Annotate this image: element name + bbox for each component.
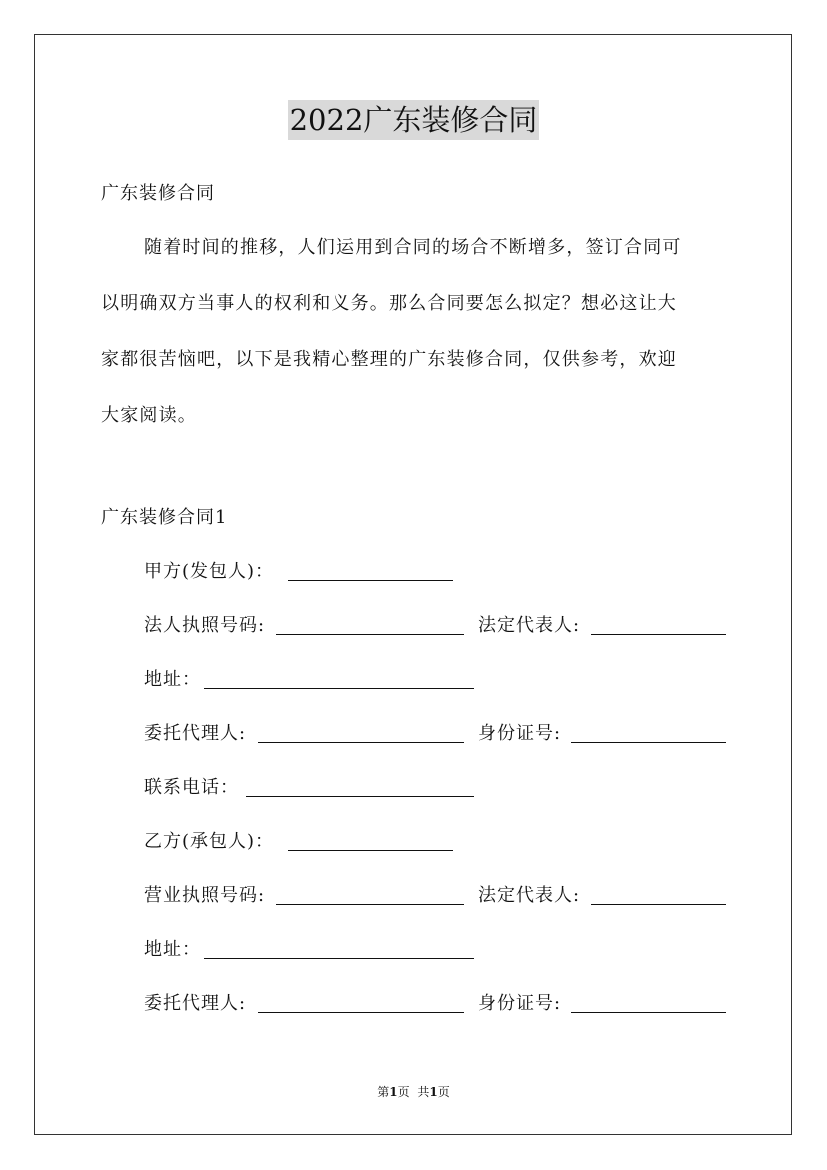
id-number-label: 身份证号: [478, 723, 562, 744]
id-number-blank[interactable] [571, 728, 726, 743]
page-footer [0, 1084, 827, 1100]
page-prefix: 第 [377, 1085, 390, 1099]
legal-rep-blank[interactable] [591, 620, 726, 635]
legal-rep-blank[interactable] [591, 890, 726, 905]
legal-license-label: 法人执照号码: [144, 615, 266, 636]
legal-rep-label: 法定代表人: [478, 615, 581, 636]
total-suffix: 页 [437, 1085, 450, 1099]
business-license-label: 营业执照号码: [144, 885, 266, 906]
party-b-blank[interactable] [288, 836, 453, 851]
id-number-label: 身份证号: [478, 993, 562, 1014]
section-heading: 广东装修合同1 [101, 507, 228, 528]
page-number: 1 [389, 1085, 398, 1099]
agent-blank[interactable] [258, 998, 464, 1013]
address-label: 地址： [144, 939, 201, 960]
agent-label: 委托代理人: [144, 723, 247, 744]
address-blank[interactable] [204, 944, 474, 959]
total-prefix: 共 [417, 1085, 430, 1099]
page-suffix: 页 [397, 1085, 410, 1099]
legal-rep-label: 法定代表人: [478, 885, 581, 906]
party-a-blank[interactable] [288, 566, 453, 581]
address-label: 地址： [144, 669, 201, 690]
phone-label: 联系电话： [144, 777, 239, 798]
document-title: 2022广东装修合同 [288, 100, 540, 140]
intro-line: 家都很苦恼吧，以下是我精心整理的广东装修合同，仅供参考，欢迎 [101, 349, 677, 370]
document-subtitle: 广东装修合同 [101, 183, 215, 204]
intro-line: 大家阅读。 [101, 405, 197, 426]
id-number-blank[interactable] [571, 998, 726, 1013]
agent-label: 委托代理人: [144, 993, 247, 1014]
legal-license-blank[interactable] [276, 620, 464, 635]
agent-blank[interactable] [258, 728, 464, 743]
intro-paragraph [101, 233, 731, 457]
address-blank[interactable] [204, 674, 474, 689]
business-license-blank[interactable] [276, 890, 464, 905]
intro-line: 以明确双方当事人的权利和义务。那么合同要怎么拟定？想必这让大 [101, 293, 677, 314]
party-b-label: 乙方(承包人)： [144, 831, 275, 852]
total-pages: 1 [429, 1085, 438, 1099]
title-container [0, 100, 827, 140]
intro-line: 随着时间的推移，人们运用到合同的场合不断增多，签订合同可 [144, 237, 682, 258]
party-a-label: 甲方(发包人)： [144, 561, 275, 582]
phone-blank[interactable] [246, 782, 474, 797]
